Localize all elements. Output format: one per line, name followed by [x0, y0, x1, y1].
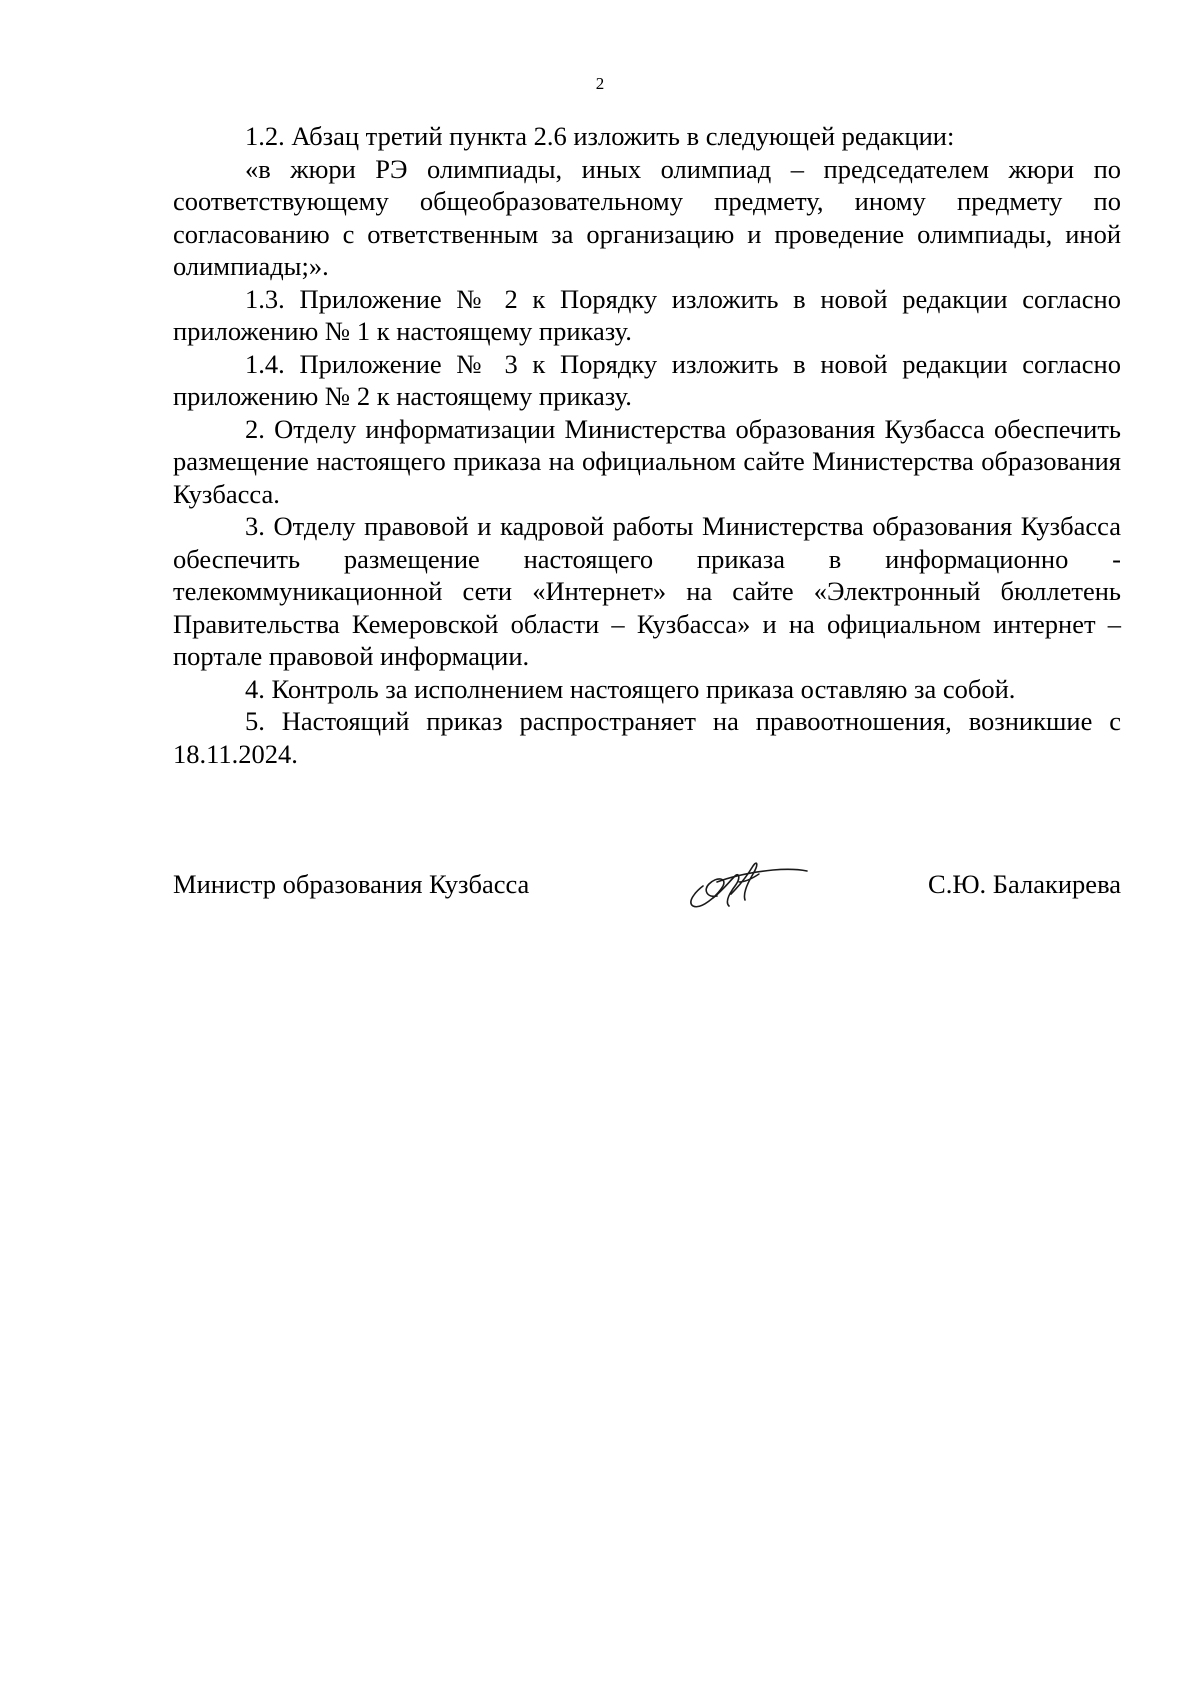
- paragraph-3: 3. Отделу правовой и кадровой работы Министерства образования Кузбасса обеспечить размещение настоящего приказа в информационно - телекоммуникационной сети «Интернет» на сайте «Электронный бюллетень Правительства Кемеровской области – Кузбасса» и на официальном интернет – портале правовой информации.: [173, 511, 1121, 671]
- page-number: 2: [595, 74, 605, 93]
- signatory-name: С.Ю. Балакирева: [928, 869, 1121, 899]
- paragraph-2: 2. Отделу информатизации Министерства образования Кузбасса обеспечить размещение настоящего приказа на официальном сайте Министерства образования Кузбасса.: [173, 413, 1121, 509]
- paragraph-1-4: 1.4. Приложение № 3 к Порядку изложить в новой редакции согласно приложению № 2 к настоящему приказу.: [173, 348, 1121, 411]
- paragraph-5: 5. Настоящий приказ распространяет на правоотношения, возникшие с 18.11.2024.: [173, 706, 1121, 769]
- document-body: [173, 120, 1121, 770]
- paragraph-1-2: 1.2. Абзац третий пункта 2.6 изложить в следующей редакции:: [245, 121, 955, 151]
- handwritten-signature: [673, 852, 813, 912]
- paragraph-1-3: 1.3. Приложение № 2 к Порядку изложить в новой редакции согласно приложению № 1 к настоящему приказу.: [173, 283, 1121, 346]
- paragraph-quote: «в жюри РЭ олимпиады, иных олимпиад – председателем жюри по соответствующему общеобразовательному предмету, иному предмету по согласованию с ответственным за организацию и проведение олимпиады, иной олимпиады;».: [173, 153, 1121, 281]
- signature-block: [173, 852, 1121, 922]
- paragraph-4: 4. Контроль за исполнением настоящего приказа оставляю за собой.: [245, 673, 1016, 704]
- signatory-position: Министр образования Кузбасса: [173, 869, 530, 899]
